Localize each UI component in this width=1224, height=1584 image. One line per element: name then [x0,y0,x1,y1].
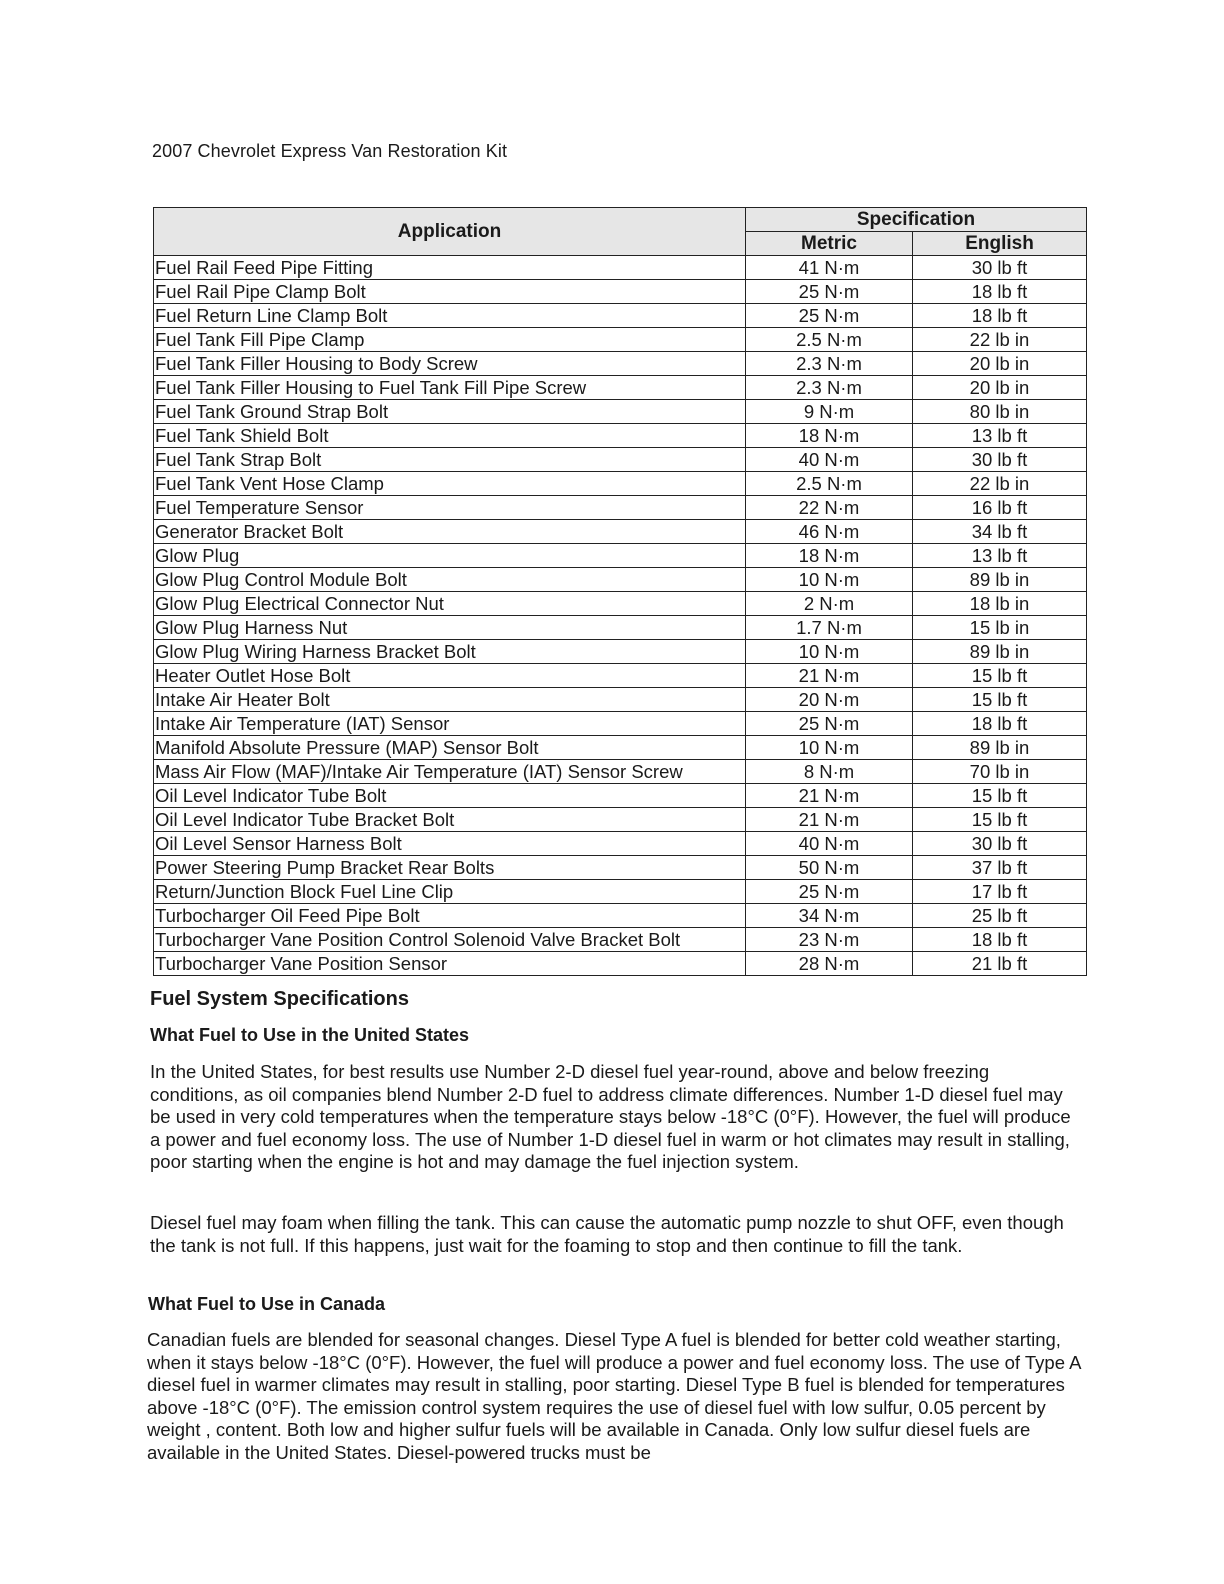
table-row [154,400,1087,424]
english-cell: 25 lb ft [913,904,1087,928]
application-cell: Fuel Tank Ground Strap Bolt [154,400,746,424]
metric-cell: 25 N·m [746,712,913,736]
english-cell: 30 lb ft [913,256,1087,280]
application-cell: Generator Bracket Bolt [154,520,746,544]
english-cell: 30 lb ft [913,832,1087,856]
application-cell: Glow Plug Control Module Bolt [154,568,746,592]
english-cell: 13 lb ft [913,424,1087,448]
application-cell: Fuel Temperature Sensor [154,496,746,520]
table-row [154,832,1087,856]
metric-cell: 40 N·m [746,448,913,472]
english-cell: 89 lb in [913,736,1087,760]
english-cell: 22 lb in [913,472,1087,496]
metric-cell: 25 N·m [746,880,913,904]
metric-cell: 25 N·m [746,304,913,328]
metric-cell: 21 N·m [746,808,913,832]
metric-cell: 25 N·m [746,280,913,304]
english-cell: 89 lb in [913,640,1087,664]
metric-cell: 22 N·m [746,496,913,520]
application-cell: Fuel Tank Vent Hose Clamp [154,472,746,496]
application-cell: Intake Air Heater Bolt [154,688,746,712]
document-title: 2007 Chevrolet Express Van Restoration Kit [152,141,508,161]
table-row [154,712,1087,736]
application-cell: Glow Plug Harness Nut [154,616,746,640]
english-cell: 37 lb ft [913,856,1087,880]
table-row [154,952,1087,976]
canada-fuel-paragraph: Canadian fuels are blended for seasonal changes. Diesel Type A fuel is blended for better cold weather starting, when it stays below -18°C (0°F). However, the fuel will produce a power and fuel economy loss. The use of Type A diesel fuel in warmer climates may result in stalling, poor starting. Diesel Type B fuel is blended for temperatures above -18°C (0°F). The emission control system requires the use of diesel fuel with low sulfur, 0.05 percent by weight , content. Both low and higher sulfur fuels will be available in Canada. Only low sulfur diesel fuels are available in the United States. Diesel-powered trucks must be [147,1329,1081,1463]
metric-cell: 28 N·m [746,952,913,976]
metric-cell: 34 N·m [746,904,913,928]
english-cell: 18 lb ft [913,280,1087,304]
english-cell: 13 lb ft [913,544,1087,568]
metric-cell: 2.5 N·m [746,328,913,352]
english-cell: 30 lb ft [913,448,1087,472]
metric-cell: 40 N·m [746,832,913,856]
english-cell: 34 lb ft [913,520,1087,544]
table-row [154,256,1087,280]
metric-cell: 50 N·m [746,856,913,880]
english-cell: 18 lb ft [913,712,1087,736]
table-row [154,496,1087,520]
application-cell: Fuel Tank Filler Housing to Fuel Tank Fill Pipe Screw [154,376,746,400]
table-row [154,616,1087,640]
table-row [154,472,1087,496]
table-row [154,352,1087,376]
english-cell: 70 lb in [913,760,1087,784]
metric-cell: 21 N·m [746,784,913,808]
metric-cell: 46 N·m [746,520,913,544]
us-fuel-paragraph-1: In the United States, for best results use Number 2-D diesel fuel year-round, above and below freezing conditions, as oil companies blend Number 2-D fuel to address climate differences. Number 1-D diesel fuel may be used in very cold temperatures when the temperature stays below -18°C (0°F). However, the fuel will produce a power and fuel economy loss. The use of Number 1-D diesel fuel in warm or hot climates may result in stalling, poor starting when the engine is hot and may damage the fuel injection system. [150,1061,1071,1173]
application-cell: Oil Level Indicator Tube Bracket Bolt [154,808,746,832]
us-fuel-paragraph-2: Diesel fuel may foam when filling the tank. This can cause the automatic pump nozzle to shut OFF, even though the tank is not full. If this happens, just wait for the foaming to stop and then continue to fill the tank. [150,1212,1064,1256]
metric-cell: 9 N·m [746,400,913,424]
application-cell: Fuel Tank Strap Bolt [154,448,746,472]
english-cell: 18 lb ft [913,304,1087,328]
application-cell: Fuel Rail Pipe Clamp Bolt [154,280,746,304]
metric-cell: 2.3 N·m [746,352,913,376]
application-cell: Intake Air Temperature (IAT) Sensor [154,712,746,736]
table-row [154,736,1087,760]
metric-cell: 20 N·m [746,688,913,712]
english-cell: 80 lb in [913,400,1087,424]
application-cell: Fuel Tank Shield Bolt [154,424,746,448]
application-cell: Turbocharger Oil Feed Pipe Bolt [154,904,746,928]
application-cell: Mass Air Flow (MAF)/Intake Air Temperature (IAT) Sensor Screw [154,760,746,784]
english-cell: 18 lb in [913,592,1087,616]
metric-cell: 2.5 N·m [746,472,913,496]
table-row [154,592,1087,616]
application-cell: Fuel Rail Feed Pipe Fitting [154,256,746,280]
table-row [154,424,1087,448]
table-row [154,640,1087,664]
application-cell: Oil Level Indicator Tube Bolt [154,784,746,808]
metric-cell: 18 N·m [746,544,913,568]
table-row [154,304,1087,328]
header-specification: Specification [746,208,1087,232]
english-cell: 89 lb in [913,568,1087,592]
table-body [154,256,1087,976]
table-row [154,880,1087,904]
metric-cell: 18 N·m [746,424,913,448]
header-application: Application [154,208,746,256]
header-metric: Metric [746,232,913,256]
metric-cell: 41 N·m [746,256,913,280]
metric-cell: 21 N·m [746,664,913,688]
application-cell: Glow Plug [154,544,746,568]
english-cell: 15 lb ft [913,688,1087,712]
metric-cell: 23 N·m [746,928,913,952]
table-row [154,760,1087,784]
english-cell: 16 lb ft [913,496,1087,520]
metric-cell: 8 N·m [746,760,913,784]
application-cell: Return/Junction Block Fuel Line Clip [154,880,746,904]
metric-cell: 10 N·m [746,736,913,760]
english-cell: 17 lb ft [913,880,1087,904]
torque-spec-table [153,207,1087,976]
english-cell: 22 lb in [913,328,1087,352]
table-row [154,544,1087,568]
application-cell: Power Steering Pump Bracket Rear Bolts [154,856,746,880]
metric-cell: 2 N·m [746,592,913,616]
application-cell: Heater Outlet Hose Bolt [154,664,746,688]
table-row [154,904,1087,928]
application-cell: Fuel Tank Filler Housing to Body Screw [154,352,746,376]
application-cell: Turbocharger Vane Position Sensor [154,952,746,976]
application-cell: Glow Plug Wiring Harness Bracket Bolt [154,640,746,664]
table-row [154,448,1087,472]
application-cell: Turbocharger Vane Position Control Solenoid Valve Bracket Bolt [154,928,746,952]
english-cell: 15 lb ft [913,664,1087,688]
application-cell: Glow Plug Electrical Connector Nut [154,592,746,616]
table-row [154,664,1087,688]
metric-cell: 2.3 N·m [746,376,913,400]
table-row [154,808,1087,832]
table-row [154,328,1087,352]
section-title: Fuel System Specifications [150,988,409,1010]
metric-cell: 1.7 N·m [746,616,913,640]
application-cell: Manifold Absolute Pressure (MAP) Sensor Bolt [154,736,746,760]
table-row [154,928,1087,952]
table-row [154,784,1087,808]
english-cell: 15 lb ft [913,808,1087,832]
english-cell: 18 lb ft [913,928,1087,952]
application-cell: Fuel Return Line Clamp Bolt [154,304,746,328]
english-cell: 21 lb ft [913,952,1087,976]
table-row [154,280,1087,304]
metric-cell: 10 N·m [746,640,913,664]
table-row [154,568,1087,592]
application-cell: Fuel Tank Fill Pipe Clamp [154,328,746,352]
us-fuel-heading: What Fuel to Use in the United States [150,1025,470,1045]
table-row [154,520,1087,544]
metric-cell: 10 N·m [746,568,913,592]
table-header [154,208,1087,256]
table-row [154,688,1087,712]
canada-fuel-heading: What Fuel to Use in Canada [148,1294,386,1314]
application-cell: Oil Level Sensor Harness Bolt [154,832,746,856]
english-cell: 15 lb in [913,616,1087,640]
table-row [154,856,1087,880]
english-cell: 20 lb in [913,376,1087,400]
english-cell: 15 lb ft [913,784,1087,808]
english-cell: 20 lb in [913,352,1087,376]
header-english: English [913,232,1087,256]
table-row [154,376,1087,400]
